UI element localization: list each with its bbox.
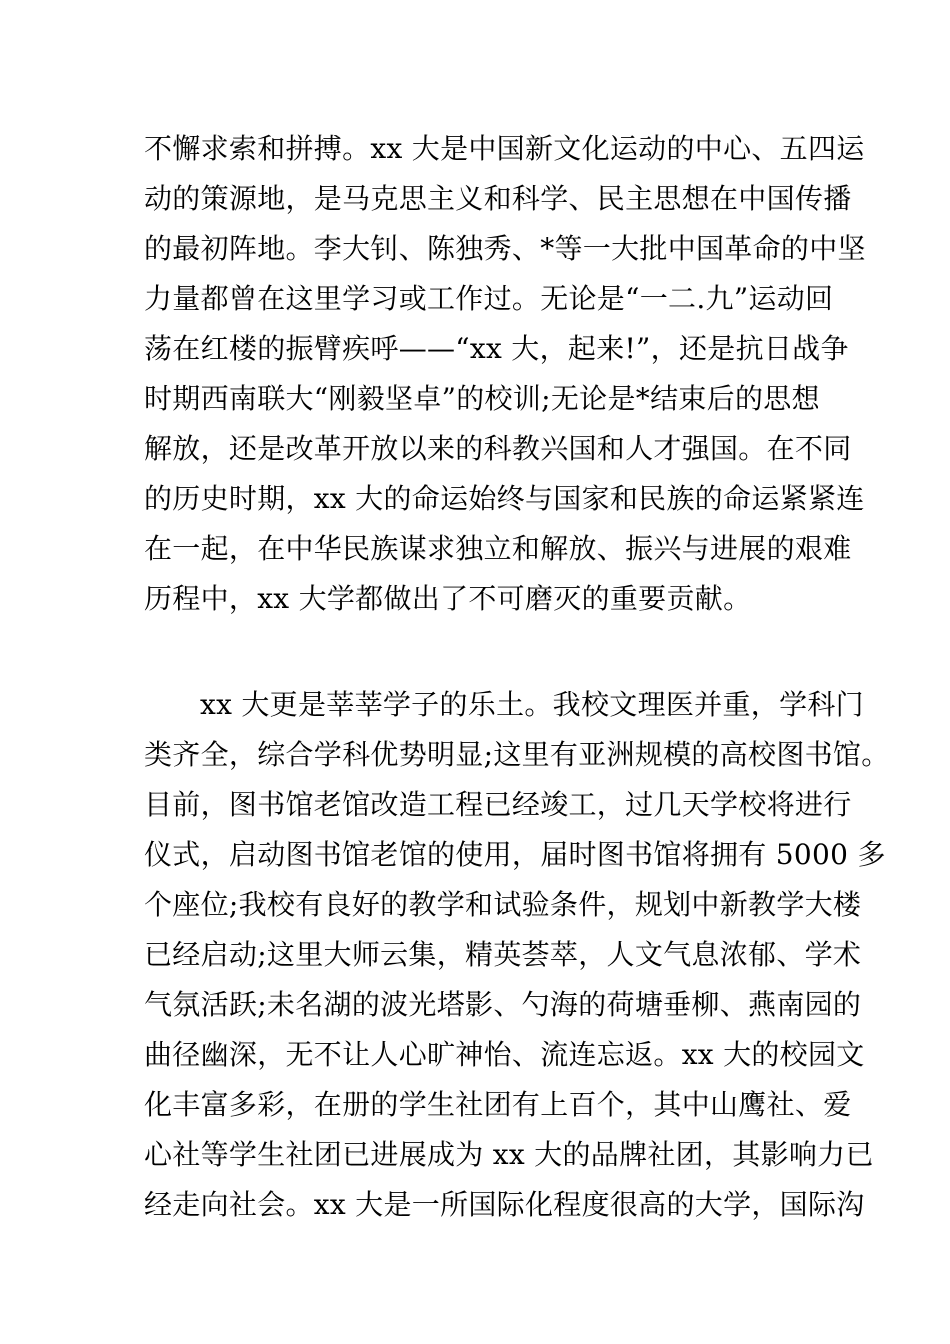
paragraph-2-line-9: 化丰富多彩，在册的学生社团有上百个，其中山鹰社、爱 <box>144 1088 852 1121</box>
paragraph-2-line-10: 心社等学生社团已进展成为 xx 大的品牌社团，其影响力已 <box>144 1138 874 1171</box>
paragraph-1-line-3: 的最初阵地。李大钊、陈独秀、*等一大批中国革命的中坚 <box>144 232 866 265</box>
paragraph-1-line-2: 动的策源地，是马克思主义和科学、民主思想在中国传播 <box>144 182 852 215</box>
paragraph-2-line-11: 经走向社会。xx 大是一所国际化程度很高的大学，国际沟 <box>144 1188 865 1221</box>
paragraph-1-line-4: 力量都曾在这里学习或工作过。无论是“一二.九”运动回 <box>144 282 834 315</box>
paragraph-1-line-1: 不懈求索和拼搏。xx 大是中国新文化运动的中心、五四运 <box>144 132 865 165</box>
paragraph-1-line-6: 时期西南联大“刚毅坚卓”的校训;无论是*结束后的思想 <box>144 382 820 415</box>
paragraph-2-line-2: 类齐全，综合学科优势明显;这里有亚洲规模的高校图书馆。 <box>144 738 890 771</box>
paragraph-2-line-7: 气氛活跃;未名湖的波光塔影、勺海的荷塘垂柳、燕南园的 <box>144 988 862 1021</box>
paragraph-1-line-8: 的历史时期，xx 大的命运始终与国家和民族的命运紧紧连 <box>144 482 865 515</box>
paragraph-2-line-3: 目前，图书馆老馆改造工程已经竣工，过几天学校将进行 <box>144 788 852 821</box>
paragraph-2-line-1: xx 大更是莘莘学子的乐土。我校文理医并重，学科门 <box>200 688 864 721</box>
paragraph-2-line-5: 个座位;我校有良好的教学和试验条件，规划中新教学大楼 <box>144 888 862 921</box>
paragraph-1-line-5: 荡在红楼的振臂疾呼——“xx 大，起来!”，还是抗日战争 <box>144 332 849 365</box>
paragraph-2-line-6: 已经启动;这里大师云集，精英荟萃，人文气息浓郁、学术 <box>144 938 862 971</box>
paragraph-2-line-4: 仪式，启动图书馆老馆的使用，届时图书馆将拥有 5000 多 <box>144 838 886 871</box>
paragraph-2-line-8: 曲径幽深，无不让人心旷神怡、流连忘返。xx 大的校园文 <box>144 1038 865 1071</box>
paragraph-1-line-7: 解放，还是改革开放以来的科教兴国和人才强国。在不同 <box>144 432 852 465</box>
paragraph-1-line-10: 历程中，xx 大学都做出了不可磨灭的重要贡献。 <box>144 582 752 615</box>
paragraph-1-line-9: 在一起，在中华民族谋求独立和解放、振兴与进展的艰难 <box>144 532 852 565</box>
